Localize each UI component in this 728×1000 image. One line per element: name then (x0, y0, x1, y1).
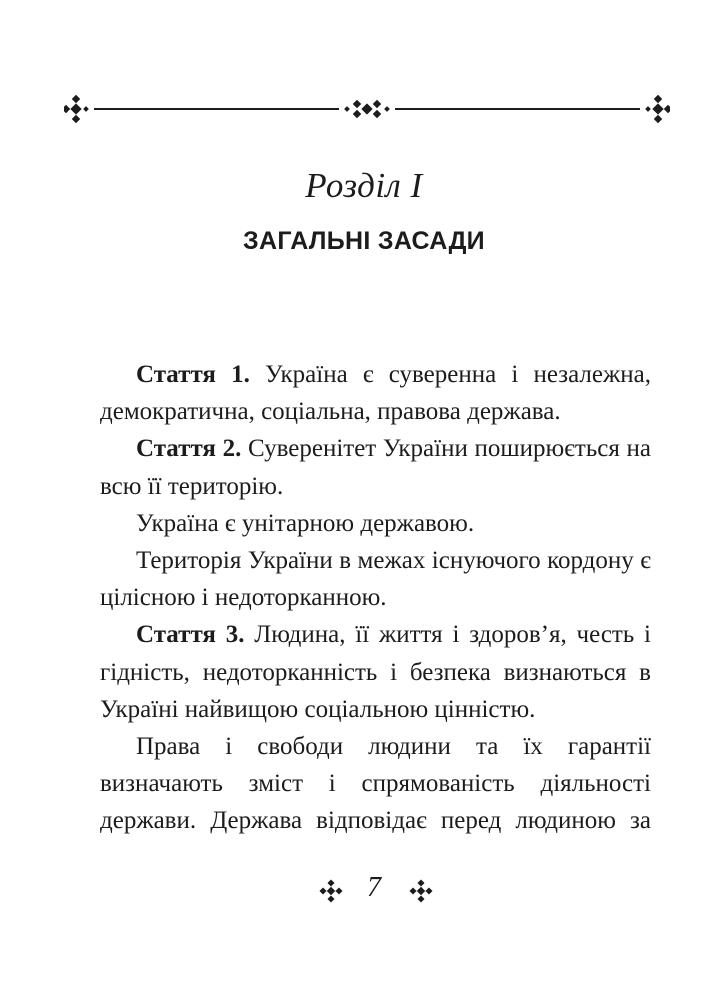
diamond-cluster-icon (318, 878, 344, 904)
article-label: Стаття 1. (136, 361, 250, 388)
diamond-cluster-icon (64, 95, 89, 123)
paragraph-article-1 (100, 356, 651, 430)
paragraph-text: Людина, її життя і здоров’я, честь і гідність, недоторканність і безпека визнаються в Україні найвищою соціальною цінністю. (100, 621, 651, 723)
article-label: Стаття 2. (136, 435, 242, 463)
top-ornament-rule (64, 94, 670, 124)
paragraph (100, 728, 651, 840)
paragraph (100, 542, 651, 616)
paragraph-text: Територія України в межах існуючого кордону є цілісною і недоторканною. (100, 547, 651, 612)
paragraph-text: Суверенітет України поширюється на всю її територію. (100, 435, 652, 500)
diamond-cluster-icon (344, 100, 390, 118)
paragraph-text: Україна є суверенна і незалежна, демократична, соціальна, правова держава. (100, 361, 652, 426)
paragraph-text: Права і свободи людини та їх гарантії визначають зміст і спрямованість діяльності держави. Держава відповідає перед людиною за (100, 733, 651, 835)
paragraph-article-3 (100, 616, 651, 728)
page-number: 7 (367, 872, 381, 903)
section-title: Розділ I (305, 166, 423, 205)
diamond-cluster-icon (408, 878, 434, 904)
paragraph-text: Україна є унітарною державою. (136, 509, 475, 537)
section-subtitle: ЗАГАЛЬНІ ЗАСАДИ (243, 227, 485, 255)
paragraph (100, 505, 651, 542)
article-label: Стаття 3. (136, 621, 245, 649)
page-footer (0, 872, 728, 912)
diamond-cluster-icon (645, 95, 670, 123)
paragraph-article-2 (100, 430, 651, 504)
body-text (100, 356, 651, 840)
